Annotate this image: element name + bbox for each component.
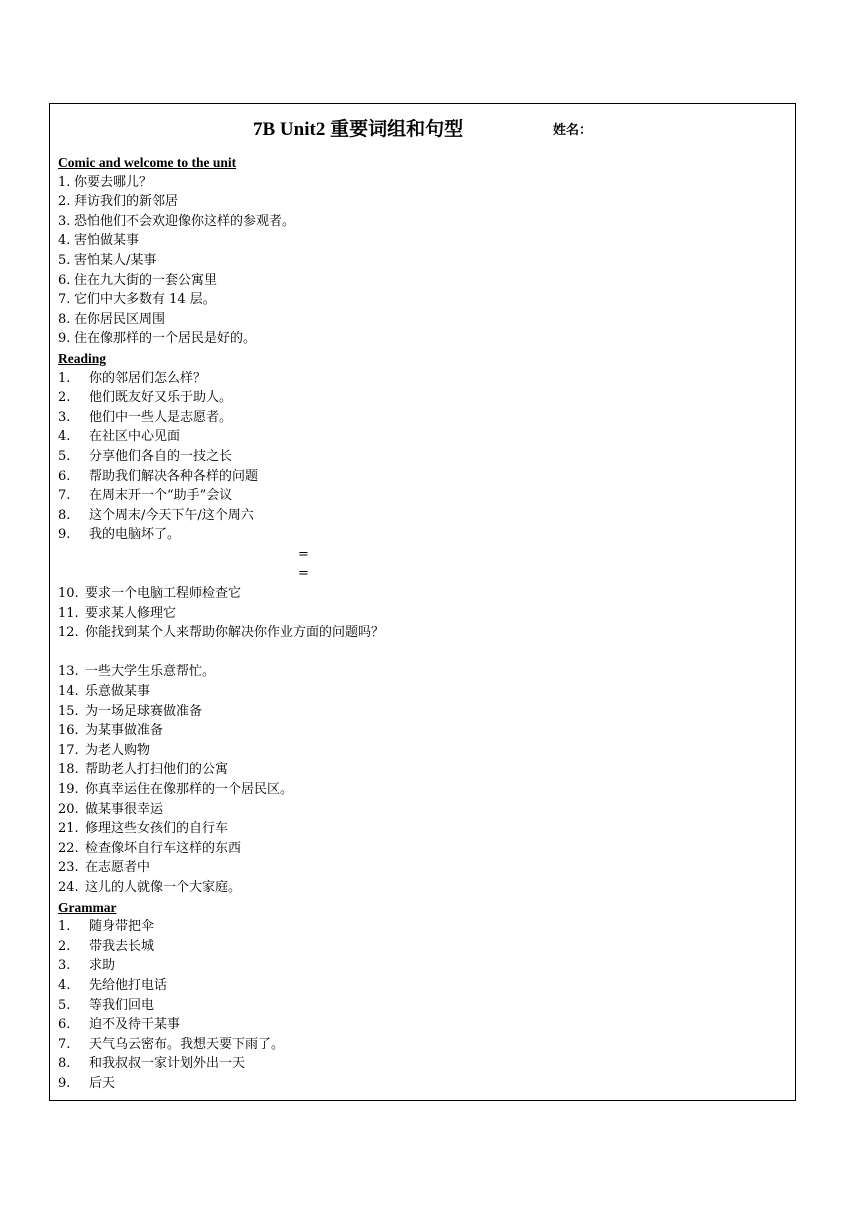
list-item <box>58 917 787 937</box>
equals-sign: = <box>298 546 309 562</box>
item-text: 为某事做准备 <box>85 723 164 739</box>
list-item <box>58 780 787 800</box>
item-number: 8. <box>58 507 71 523</box>
item-number: 17. <box>58 742 79 758</box>
list-item <box>58 506 787 526</box>
reading-items-b <box>58 584 787 643</box>
list-item <box>58 584 787 604</box>
list-item <box>58 1015 787 1035</box>
list-item <box>58 1035 787 1055</box>
item-number: 10. <box>58 586 79 602</box>
item-text: 你真幸运住在像那样的一个居民区。 <box>85 782 294 797</box>
item-text: 在你居民区周围 <box>74 311 166 327</box>
reading-items-c <box>58 662 787 897</box>
item-text: 后天 <box>89 1075 116 1091</box>
equals-line-1 <box>58 545 787 565</box>
item-text: 一些大学生乐意帮忙。 <box>85 664 216 680</box>
item-number: 6. <box>58 1017 71 1033</box>
item-number: 2. <box>58 938 71 954</box>
item-number: 22. <box>58 840 79 856</box>
item-text: 帮助我们解决各种各样的问题 <box>89 468 259 484</box>
item-text: 分享他们各自的一技之长 <box>89 448 233 464</box>
list-item <box>58 682 787 702</box>
item-text: 它们中大多数有 14 层。 <box>74 292 216 308</box>
item-text: 为老人购物 <box>85 742 151 758</box>
list-item <box>58 858 787 878</box>
list-item <box>58 173 787 193</box>
list-item <box>58 310 787 330</box>
item-number: 20. <box>58 801 79 817</box>
list-item <box>58 290 787 310</box>
list-item <box>58 662 787 682</box>
item-number: 5. <box>58 252 71 268</box>
item-number: 4. <box>58 977 71 993</box>
item-number: 9. <box>58 527 71 543</box>
worksheet-content <box>58 153 787 1094</box>
item-text: 和我叔叔一家计划外出一天 <box>89 1056 246 1072</box>
list-item <box>58 760 787 780</box>
list-item <box>58 996 787 1016</box>
item-text: 求助 <box>89 958 116 974</box>
item-text: 天气乌云密布。我想天要下雨了。 <box>89 1036 285 1052</box>
item-number: 7. <box>58 488 71 504</box>
item-number: 6. <box>58 468 71 484</box>
item-number: 9. <box>58 1075 71 1091</box>
item-number: 2. <box>58 194 71 210</box>
list-item <box>58 329 787 349</box>
item-number: 18. <box>58 762 79 778</box>
list-item <box>58 721 787 741</box>
list-item <box>58 408 787 428</box>
item-number: 3. <box>58 213 71 229</box>
item-text: 他们既友好又乐于助人。 <box>89 390 233 406</box>
item-text: 我的电脑坏了。 <box>89 527 181 543</box>
list-item <box>58 839 787 859</box>
item-text: 乐意做某事 <box>85 684 151 700</box>
worksheet-frame <box>49 103 796 1101</box>
list-item <box>58 976 787 996</box>
item-text: 你要去哪儿？ <box>74 174 153 190</box>
section-heading-reading: Reading <box>58 350 107 366</box>
item-text: 帮助老人打扫他们的公寓 <box>85 762 229 778</box>
item-text: 要求一个电脑工程师检查它 <box>85 586 242 602</box>
item-text: 带我去长城 <box>89 938 155 954</box>
list-item <box>58 623 787 643</box>
equals-sign: = <box>298 566 309 582</box>
item-text: 你的邻居们怎么样？ <box>89 370 207 386</box>
item-number: 9. <box>58 331 71 347</box>
item-number: 1. <box>58 370 71 386</box>
list-item <box>58 525 787 545</box>
comic-items <box>58 173 787 349</box>
item-text: 拜访我们的新邻居 <box>74 194 179 210</box>
page-title: 7B Unit2 重要词组和句型 <box>253 119 464 140</box>
list-item <box>58 1054 787 1074</box>
item-text: 在社区中心见面 <box>89 429 181 445</box>
list-item <box>58 271 787 291</box>
item-number: 8. <box>58 311 71 327</box>
name-label: 姓名： <box>553 123 593 138</box>
equals-line-2 <box>58 564 787 584</box>
item-text: 这个周末/今天下午/这个周六 <box>89 507 254 523</box>
item-number: 6. <box>58 272 71 288</box>
item-number: 23. <box>58 860 79 876</box>
item-text: 恐怕他们不会欢迎像你这样的参观者。 <box>74 213 296 229</box>
item-number: 4. <box>58 233 71 249</box>
item-number: 11. <box>58 605 79 621</box>
list-item <box>58 369 787 389</box>
list-item <box>58 192 787 212</box>
list-item <box>58 486 787 506</box>
item-number: 1. <box>58 919 71 935</box>
item-number: 19. <box>58 782 79 797</box>
item-number: 5. <box>58 997 71 1013</box>
item-number: 1. <box>58 174 71 190</box>
item-text: 先给他打电话 <box>89 977 168 993</box>
list-item <box>58 212 787 232</box>
item-text: 你能找到某个人来帮助你解决你作业方面的问题吗？ <box>85 625 385 641</box>
item-text: 迫不及待干某事 <box>89 1017 181 1033</box>
grammar-items <box>58 917 787 1093</box>
item-text: 在志愿者中 <box>85 860 151 876</box>
item-number: 15. <box>58 703 79 719</box>
item-number: 3. <box>58 409 71 425</box>
item-text: 在周末开一个“助手”会议 <box>89 488 233 504</box>
item-text: 为一场足球赛做准备 <box>85 703 203 719</box>
reading-items-a <box>58 369 787 545</box>
item-number: 7. <box>58 1036 71 1052</box>
list-item <box>58 937 787 957</box>
item-text: 住在九大街的一套公寓里 <box>74 272 218 288</box>
item-text: 这儿的人就像一个大家庭。 <box>85 879 242 895</box>
item-number: 16. <box>58 723 79 739</box>
item-number: 4. <box>58 429 71 445</box>
list-item <box>58 956 787 976</box>
item-text: 害怕某人/某事 <box>74 252 157 268</box>
item-number: 5. <box>58 448 71 464</box>
item-number: 12. <box>58 625 79 641</box>
section-heading-grammar: Grammar <box>58 899 117 915</box>
item-text: 他们中一些人是志愿者。 <box>89 409 233 425</box>
item-number: 13. <box>58 664 79 680</box>
list-item <box>58 251 787 271</box>
section-heading-comic: Comic and welcome to the unit <box>58 155 237 170</box>
list-item <box>58 467 787 487</box>
blank-line <box>58 643 787 663</box>
list-item <box>58 231 787 251</box>
item-text: 修理这些女孩们的自行车 <box>85 821 229 837</box>
list-item <box>58 702 787 722</box>
list-item <box>58 604 787 624</box>
item-number: 21. <box>58 821 79 837</box>
item-number: 3. <box>58 958 71 974</box>
item-text: 等我们回电 <box>89 997 155 1013</box>
item-text: 检查像坏自行车这样的东西 <box>85 840 242 856</box>
item-text: 要求某人修理它 <box>85 605 177 621</box>
item-text: 住在像那样的一个居民是好的。 <box>74 331 257 347</box>
list-item <box>58 741 787 761</box>
list-item <box>58 878 787 898</box>
item-text: 害怕做某事 <box>74 233 140 249</box>
item-number: 2. <box>58 390 71 406</box>
item-number: 14. <box>58 684 79 700</box>
list-item <box>58 427 787 447</box>
list-item <box>58 1074 787 1094</box>
list-item <box>58 388 787 408</box>
item-number: 24. <box>58 879 79 895</box>
title-row <box>50 118 795 144</box>
list-item <box>58 800 787 820</box>
item-number: 7. <box>58 292 71 308</box>
item-text: 做某事很幸运 <box>85 801 164 817</box>
item-number: 8. <box>58 1056 71 1072</box>
list-item <box>58 447 787 467</box>
item-text: 随身带把伞 <box>89 919 155 935</box>
list-item <box>58 819 787 839</box>
